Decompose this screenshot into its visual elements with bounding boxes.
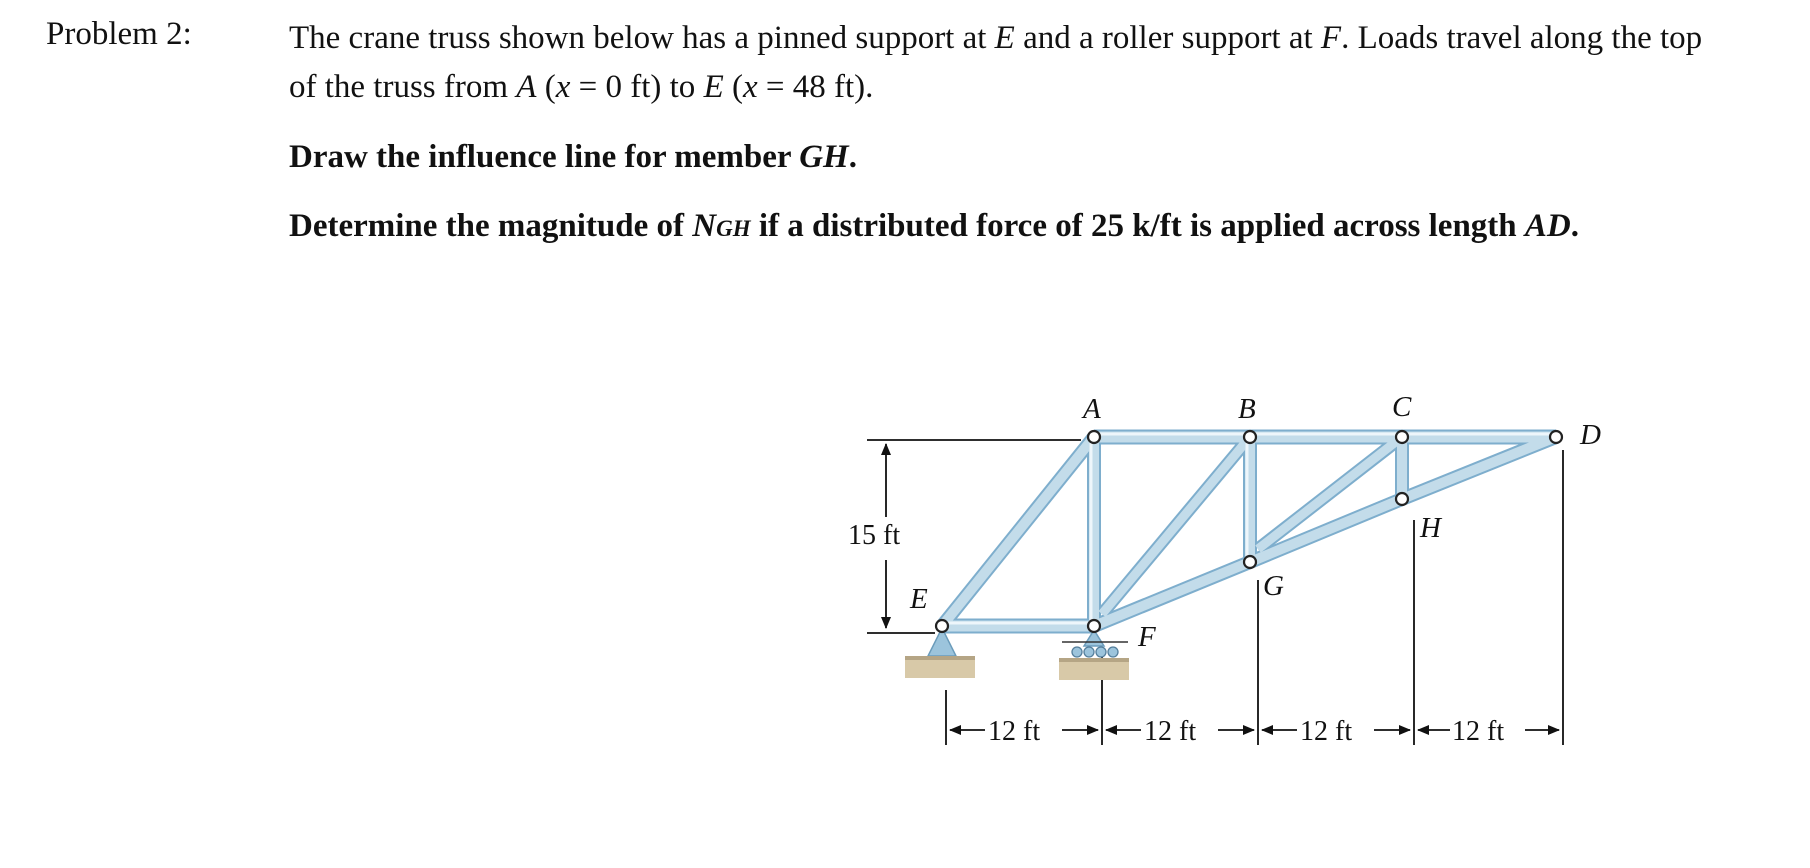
statement-part: The crane truss shown below has a pinned support at: [289, 20, 995, 56]
label-e: E: [910, 583, 928, 615]
task-text: if a distributed force of 25 k/ft is applied across length: [750, 208, 1525, 244]
task-end: .: [848, 139, 857, 175]
statement-part: (: [723, 69, 743, 105]
label-d: D: [1580, 419, 1601, 451]
statement-part: and a roller support at: [1014, 20, 1321, 56]
problem-label: Problem 2:: [46, 16, 192, 52]
label-a: A: [1083, 393, 1101, 425]
force-subscript: GH: [716, 216, 751, 241]
member-hd-fill: [1402, 437, 1556, 499]
statement-part: (: [536, 69, 556, 105]
span-label-2: 12 ft: [1144, 716, 1197, 747]
label-g: G: [1263, 570, 1284, 602]
joint-a: [1088, 431, 1100, 443]
member-ea-fill: [942, 437, 1094, 626]
task-text: Draw the influence line for member: [289, 139, 800, 175]
statement-part: . Loads travel along the top of the truss from: [289, 20, 1703, 105]
point-f: F: [1320, 20, 1342, 56]
span-label-4: 12 ft: [1452, 716, 1505, 747]
length-ad: AD: [1524, 208, 1571, 244]
statement-part: = 0 ft) to: [570, 69, 704, 105]
height-label: 15 ft: [848, 520, 901, 551]
point-e: E: [703, 69, 724, 105]
roller-wheel: [1084, 647, 1094, 657]
joint-e: [936, 620, 948, 632]
statement-part: = 48 ft).: [757, 69, 874, 105]
point-a: A: [516, 69, 537, 105]
joint-d: [1550, 431, 1562, 443]
span-label-3: 12 ft: [1300, 716, 1353, 747]
span-label-1: 12 ft: [988, 716, 1041, 747]
pin-support-e: [905, 628, 975, 678]
label-c: C: [1392, 391, 1412, 423]
roller-wheel: [1108, 647, 1118, 657]
joint-b: [1244, 431, 1256, 443]
label-h: H: [1420, 512, 1441, 544]
joint-c: [1396, 431, 1408, 443]
truss-members-fill: [942, 437, 1556, 626]
ground-e-top: [905, 656, 975, 660]
member-gh: GH: [799, 139, 849, 175]
ground-f-top: [1059, 658, 1129, 662]
joint-f: [1088, 620, 1100, 632]
variable-x: x: [555, 69, 571, 105]
point-e: E: [994, 20, 1015, 56]
label-f: F: [1138, 621, 1156, 653]
variable-x: x: [742, 69, 758, 105]
roller-wheel: [1096, 647, 1106, 657]
task-text: Determine the magnitude of: [289, 208, 693, 244]
joint-h: [1396, 493, 1408, 505]
roller-wheel: [1072, 647, 1082, 657]
label-b: B: [1238, 393, 1256, 425]
task-end: .: [1570, 208, 1579, 244]
force-symbol: N: [692, 208, 717, 244]
joint-g: [1244, 556, 1256, 568]
roller-support-f: [1059, 630, 1129, 680]
